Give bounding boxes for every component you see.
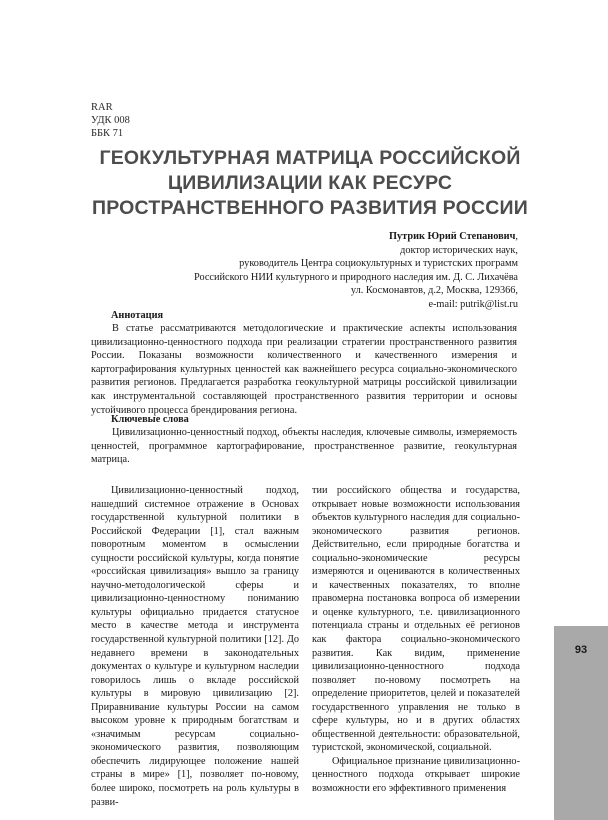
body-paragraph: Официальное признание цивилизационно-ценностного подхода открывает широкие возможности его эффективного применения (312, 755, 520, 795)
abstract (91, 322, 517, 417)
udk-code: УДК 008 (91, 115, 130, 126)
keywords (91, 426, 517, 467)
author-institute: Российского НИИ культурного и природного наследия им. Д. С. Лихачёва (193, 271, 518, 283)
author-name: Путрик Юрий Степанович (389, 231, 516, 242)
classification-codes (91, 101, 130, 140)
abstract-text: В статье рассматриваются методологические и практические аспекты использования цивилизационно-ценностного подхода при реализации стратегии пространственного развития России. Показаны возможности количественного и качественного измерения и картографирования культурных ценностей как важнейшего ресурса социально-экономического развития регионов. Предлагается разработка геокультурной матрицы российской цивилизации как инструментальной составляющей пространственного развития территории и основы устойчивого процесса брендирования региона. (91, 323, 517, 416)
author-address: ул. Космонавтов, д.2, Москва, 129366, (350, 285, 518, 297)
author-position: руководитель Центра социокультурных и туристских программ (239, 258, 518, 270)
title-line-3: ПРОСТРАНСТВЕННОГО РАЗВИТИЯ РОССИИ (92, 197, 528, 219)
author-block: Путрик Юрий Степанович, доктор исторических наук, руководитель Центра социокультурных и туристских программ Российского НИИ культурного и природного наследия им. Д. С. Лихачёва ул. Космонавтов, д.2, Москва, 129366, e-mail: putrik@list.ru (58, 230, 518, 312)
body-paragraph: тии российского общества и государства, открывает новые возможности использования объектов культурного наследия для социально-экономического развития регионов. Действительно, если природные богатства и социально-экономические ресурсы измеряются и оцениваются в количественных и качественных показателях, то вполне правомерна постановка вопроса об измерении и оценке культурного, т.е. цивилизационного потенциала страны и отдельных её регионов как фактора социально-экономического развития. Как видим, применение цивилизационно-ценностного подхода позволяет по-новому посмотреть на определение приоритетов, целей и показателей государственного управления не только в сфере культуры, но и в других областях общественной деятельности: образовательной, туристской, экономической, социальной. (312, 485, 520, 754)
keywords-heading: Ключевые слова (111, 414, 189, 425)
title-line-1: ГЕОКУЛЬТУРНАЯ МАТРИЦА РОССИЙСКОЙ (99, 147, 521, 169)
body-paragraph: Цивилизационно-ценностный подход, нашедший системное отражение в Основах государственной культурной политики в Российской Федерации [1], стал важным поворотным моментом в осмыслении сущности российской культуры, когда понятие «российская цивилизация» вышло за границу научно-методологической сферы и цивилизационно-ценностному пониманию культуры официально придается статусное место в качестве метода и инструмента государственной культурной политики [12]. До недавнего времени в законодательных документах о культуре и культурном наследии говорилось лишь о вкладе российской культуры в мировую цивилизацию [2]. Приравнивание культуры России на самом высоком уровне к природным богатствам и «значимым ресурсам социально-экономического развития, позволяющим обеспечить лидирующее положение нашей страны в мире» [1], позволяет по-новому, более широко, посмотреть на роль культуры в разви- (91, 485, 299, 808)
keywords-text: Цивилизационно-ценностный подход, объекты наследия, ключевые символы, измеряемость ценностей, программное картографирование, пространственное развитие, геокультурная матрица. (91, 427, 517, 466)
title-line-2: ЦИВИЛИЗАЦИИ КАК РЕСУРС (167, 172, 453, 194)
page-number-tab (554, 626, 608, 820)
page-number: 93 (574, 644, 588, 656)
author-email: e-mail: putrik@list.ru (428, 298, 518, 310)
article-title (60, 146, 560, 221)
rar-code: RAR (91, 102, 113, 113)
body-column-left (91, 484, 299, 809)
body-column-right (312, 484, 520, 796)
abstract-heading: Аннотация (111, 310, 164, 321)
bbk-code: ББК 71 (91, 128, 124, 139)
author-degree: доктор исторических наук, (400, 244, 518, 256)
